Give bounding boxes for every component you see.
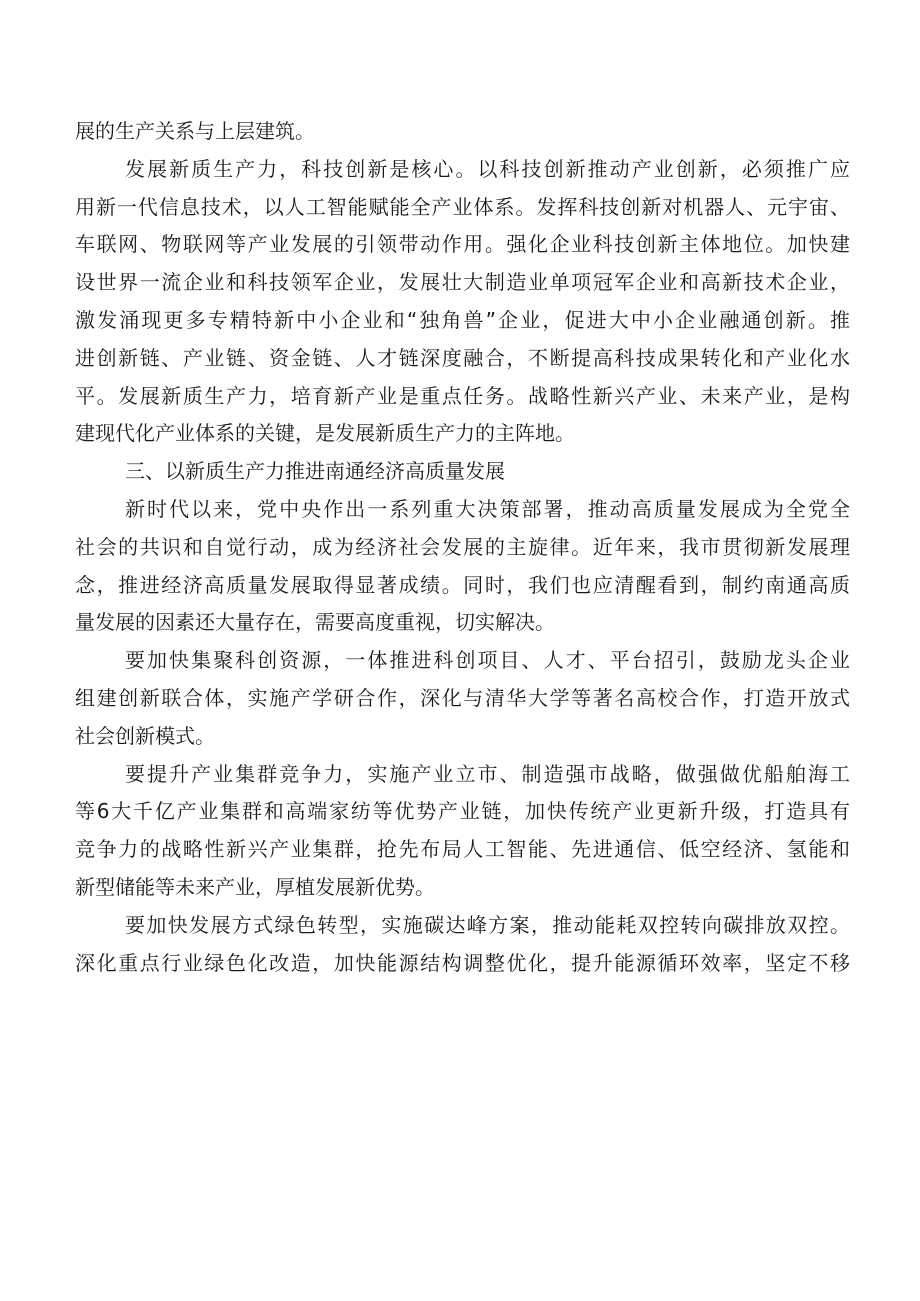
paragraph-line: 设世界一流企业和科技领军企业，发展壮大制造业单项冠军企业和高新技术企业， [75, 270, 850, 295]
paragraph-line: 新时代以来，党中央作出一系列重大决策部署，推动高质量发展成为全党全 [125, 496, 850, 521]
paragraph-line: 深化重点行业绿色化改造，加快能源结构调整优化，提升能源循环效率，坚定不移 [75, 950, 850, 975]
paragraph-line: 建现代化产业体系的关键，是发展新质生产力的主阵地。 [75, 421, 575, 446]
paragraph-line: 进创新链、产业链、资金链、人才链深度融合，不断提高科技成果转化和产业化水 [75, 345, 850, 370]
paragraph-line: 要提升产业集群竞争力，实施产业立市、制造强市战略，做强做优船舶海工 [125, 761, 850, 786]
paragraph-line: 量发展的因素还大量存在，需要高度重视，切实解决。 [75, 610, 555, 635]
paragraph-line: 竞争力的战略性新兴产业集群，抢先布局人工智能、先进通信、低空经济、氢能和 [75, 837, 850, 862]
paragraph-line: 展的生产关系与上层建筑。 [75, 119, 315, 143]
paragraph-line: 平。发展新质生产力，培育新产业是重点任务。战略性新兴产业、未来产业，是构 [75, 383, 850, 408]
paragraph-line: 社会的共识和自觉行动，成为经济社会发展的主旋律。近年来，我市贯彻新发展理 [75, 534, 850, 559]
paragraph-line: 新型储能等未来产业，厚植发展新优势。 [75, 874, 435, 899]
paragraph-line: 要加快集聚科创资源，一体推进科创项目、人才、平台招引，鼓励龙头企业 [125, 648, 850, 673]
paragraph-line: 用新一代信息技术，以人工智能赋能全产业体系。发挥科技创新对机器人、元宇宙、 [75, 194, 850, 219]
paragraph-line: 要加快发展方式绿色转型，实施碳达峰方案，推动能耗双控转向碳排放双控。 [125, 912, 850, 937]
paragraph-line: 社会创新模式。 [75, 723, 215, 748]
section-heading: 三、以新质生产力推进南通经济高质量发展 [125, 459, 505, 484]
paragraph-line: 车联网、物联网等产业发展的引领带动作用。强化企业科技创新主体地位。加快建 [75, 232, 850, 257]
document-body [75, 113, 850, 982]
paragraph-line: 念，推进经济高质量发展取得显著成绩。同时，我们也应清醒看到，制约南通高质 [75, 572, 850, 597]
paragraph-line: 组建创新联合体，实施产学研合作，深化与清华大学等著名高校合作，打造开放式 [75, 685, 850, 710]
paragraph-line: 激发涌现更多专精特新中小企业和“独角兽”企业，促进大中小企业融通创新。推 [75, 307, 850, 332]
paragraph-line: 等6大千亿产业集群和高端家纺等优势产业链，加快传统产业更新升级，打造具有 [75, 799, 850, 824]
paragraph-line: 发展新质生产力，科技创新是核心。以科技创新推动产业创新，必须推广应 [125, 156, 850, 181]
